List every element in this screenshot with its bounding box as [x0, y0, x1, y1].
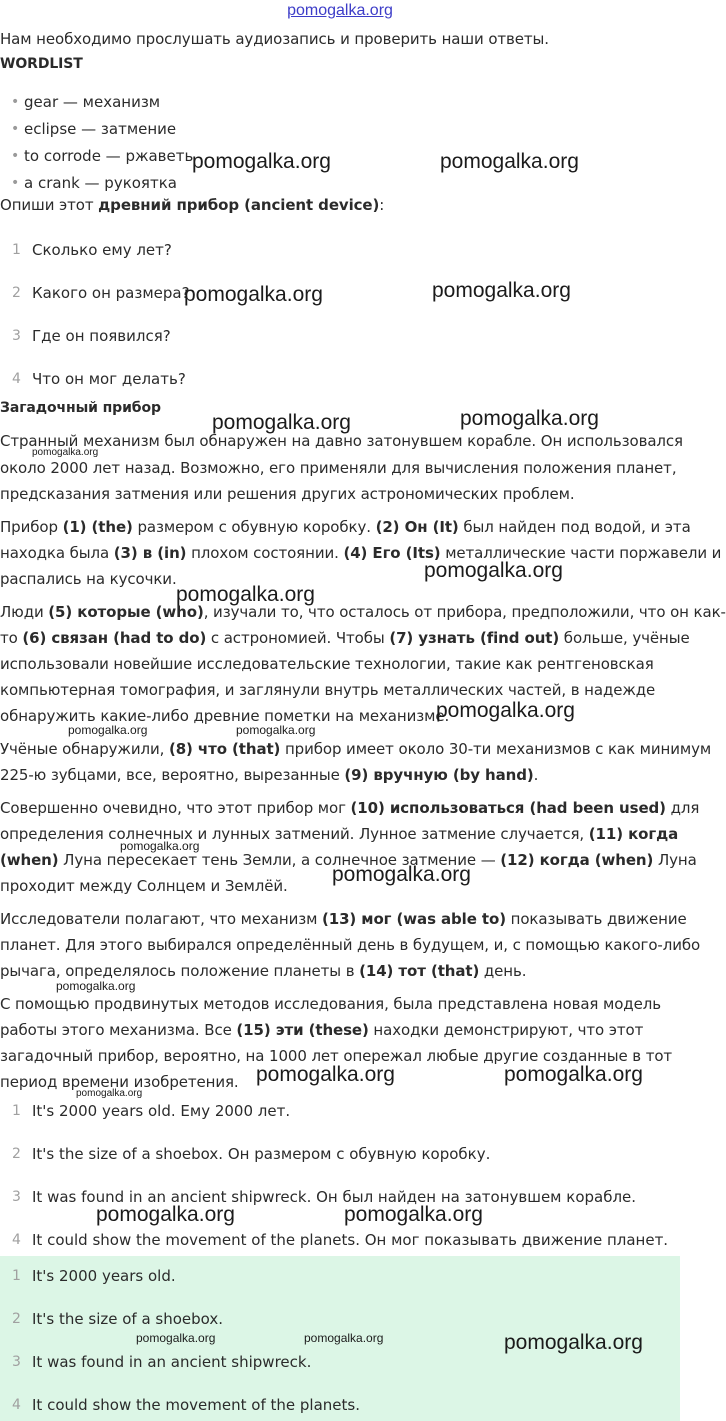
question-number: 1 [12, 242, 21, 258]
answer-text: It could show the movement of the planets. [32, 1396, 360, 1414]
watermark: pomogalka.org [460, 407, 599, 430]
bullet-icon: • [11, 148, 20, 164]
article-title: Загадочный прибор [0, 400, 161, 416]
paragraph-line: Совершенно очевидно, что этот прибор мог (10) использоваться (had been used) для [0, 799, 700, 817]
answer-number: 4 [12, 1397, 21, 1413]
answer-text: It was found in an ancient shipwreck. [32, 1353, 312, 1371]
watermark: pomogalka.org [432, 279, 571, 302]
question-number: 3 [12, 328, 21, 344]
watermark: pomogalka.org [120, 839, 200, 853]
paragraph-line: проходит между Солнцем и Землёй. [0, 877, 288, 895]
paragraph-line: около 2000 лет назад. Возможно, его применяли для вычисления положения планет, [0, 459, 677, 477]
watermark: pomogalka.org [332, 863, 471, 886]
question-number: 4 [12, 371, 21, 387]
question-text: Какого он размера? [32, 284, 190, 302]
answer-text: It's 2000 years old. [32, 1267, 176, 1285]
answer-number: 2 [12, 1311, 21, 1327]
watermark: pomogalka.org [212, 411, 351, 434]
describe-bold: древний прибор (ancient device) [98, 196, 380, 214]
watermark: pomogalka.org [32, 447, 99, 458]
describe-suffix: : [379, 196, 385, 214]
paragraph-line: предсказания затмения или решения других астрономических проблем. [0, 485, 575, 503]
watermark: pomogalka.org [344, 1203, 483, 1226]
paragraph-line: рычага, определялось положение планеты в (14) тот (that) день. [0, 962, 527, 980]
answer-text: It was found in an ancient shipwreck. Он был найден на затонувшем корабле. [32, 1188, 637, 1206]
answer-text: It's the size of a shoebox. [32, 1310, 224, 1328]
watermark: pomogalka.org [136, 1331, 216, 1345]
paragraph-line: загадочный прибор, вероятно, на 1000 лет опережал любые другие созданные в тот [0, 1047, 673, 1065]
intro-text: Нам необходимо прослушать аудиозапись и проверить наши ответы. [0, 30, 549, 48]
watermark: pomogalka.org [68, 723, 148, 737]
watermark: pomogalka.org [184, 283, 323, 306]
answer-number: 1 [12, 1268, 21, 1284]
watermark: pomogalka.org [440, 150, 579, 173]
wordlist-title: WORDLIST [0, 56, 83, 72]
paragraph-line: Странный механизм был обнаружен на давно затонувшем корабле. Он использовался [0, 432, 683, 450]
paragraph-line: определения солнечных и лунных затмений. Лунное затмение случается, (11) когда [0, 825, 679, 843]
paragraph-line: Исследователи полагают, что механизм (13) мог (was able to) показывать движение [0, 910, 687, 928]
paragraph-line: Люди (5) которые (who), изучали то, что осталось от прибора, предположили, что он как- [0, 603, 726, 621]
answer-number: 4 [12, 1232, 21, 1248]
list-item: to corrode — ржаветь [24, 147, 194, 165]
paragraph-line: планет. Для этого выбирался определённый день в будущем, и, с помощью какого-либо [0, 936, 701, 954]
answer-text: It could show the movement of the planets. Он мог показывать движение планет. [32, 1231, 669, 1249]
watermark: pomogalka.org [56, 979, 136, 993]
answer-number: 1 [12, 1103, 21, 1119]
paragraph-line: использовали новейшие исследовательские технологии, такие как рентгеновская [0, 655, 654, 673]
watermark: pomogalka.org [76, 1088, 143, 1099]
watermark: pomogalka.org [436, 699, 575, 722]
watermark: pomogalka.org [424, 559, 563, 582]
watermark: pomogalka.org [504, 1331, 643, 1354]
watermark: pomogalka.org [256, 1063, 395, 1086]
describe-line [0, 196, 384, 214]
paragraph-line: Прибор (1) (the) размером с обувную коробку. (2) Он (It) был найден под водой, и эта [0, 518, 691, 536]
paragraph-line: то (6) связан (had to do) с астрономией. Чтобы (7) узнать (find out) больше, учёные [0, 629, 690, 647]
paragraph-line: (when) Луна пересекает тень Земли, а солнечное затмение — (12) когда (when) Луна [0, 851, 697, 869]
watermark: pomogalka.org [236, 723, 316, 737]
answer-number: 3 [12, 1354, 21, 1370]
list-item: a crank — рукоятка [24, 174, 177, 192]
question-text: Где он появился? [32, 327, 171, 345]
watermark: pomogalka.org [192, 150, 331, 173]
answer-text: It's the size of a shoebox. Он размером с обувную коробку. [32, 1145, 491, 1163]
question-text: Что он мог делать? [32, 370, 186, 388]
watermark: pomogalka.org [504, 1063, 643, 1086]
answer-number: 3 [12, 1189, 21, 1205]
answer-text: It's 2000 years old. Ему 2000 лет. [32, 1102, 291, 1120]
bullet-icon: • [11, 94, 20, 110]
header-site-link[interactable]: pomogalka.org [287, 2, 393, 19]
bullet-icon: • [11, 175, 20, 191]
paragraph-line: работы этого механизма. Все (15) эти (these) находки демонстрируют, что этот [0, 1021, 644, 1039]
list-item: eclipse — затмение [24, 120, 177, 138]
paragraph-line: Учёные обнаружили, (8) что (that) прибор имеет около 30-ти механизмов с как минимум [0, 740, 712, 758]
paragraph-line: С помощью продвинутых методов исследования, была представлена новая модель [0, 995, 661, 1013]
paragraph-line: обнаружить какие-либо древние пометки на механизме. [0, 707, 450, 725]
bullet-icon: • [11, 121, 20, 137]
question-text: Сколько ему лет? [32, 241, 172, 259]
answer-number: 2 [12, 1146, 21, 1162]
watermark: pomogalka.org [96, 1203, 235, 1226]
paragraph-line: находка была (3) в (in) плохом состоянии. (4) Его (Its) металлические части поржавели и [0, 544, 722, 562]
paragraph-line: 225-ю зубцами, все, вероятно, вырезанные (9) вручную (by hand). [0, 766, 539, 784]
watermark: pomogalka.org [176, 583, 315, 606]
paragraph-line: компьютерная томография, и заглянули внутрь металлических частей, в надежде [0, 681, 656, 699]
paragraph-line: распались на кусочки. [0, 570, 177, 588]
watermark: pomogalka.org [304, 1331, 384, 1345]
question-number: 2 [12, 285, 21, 301]
describe-prefix: Опиши этот [0, 196, 99, 214]
list-item: gear — механизм [24, 93, 161, 111]
paragraph-line: период времени изобретения. [0, 1073, 239, 1091]
